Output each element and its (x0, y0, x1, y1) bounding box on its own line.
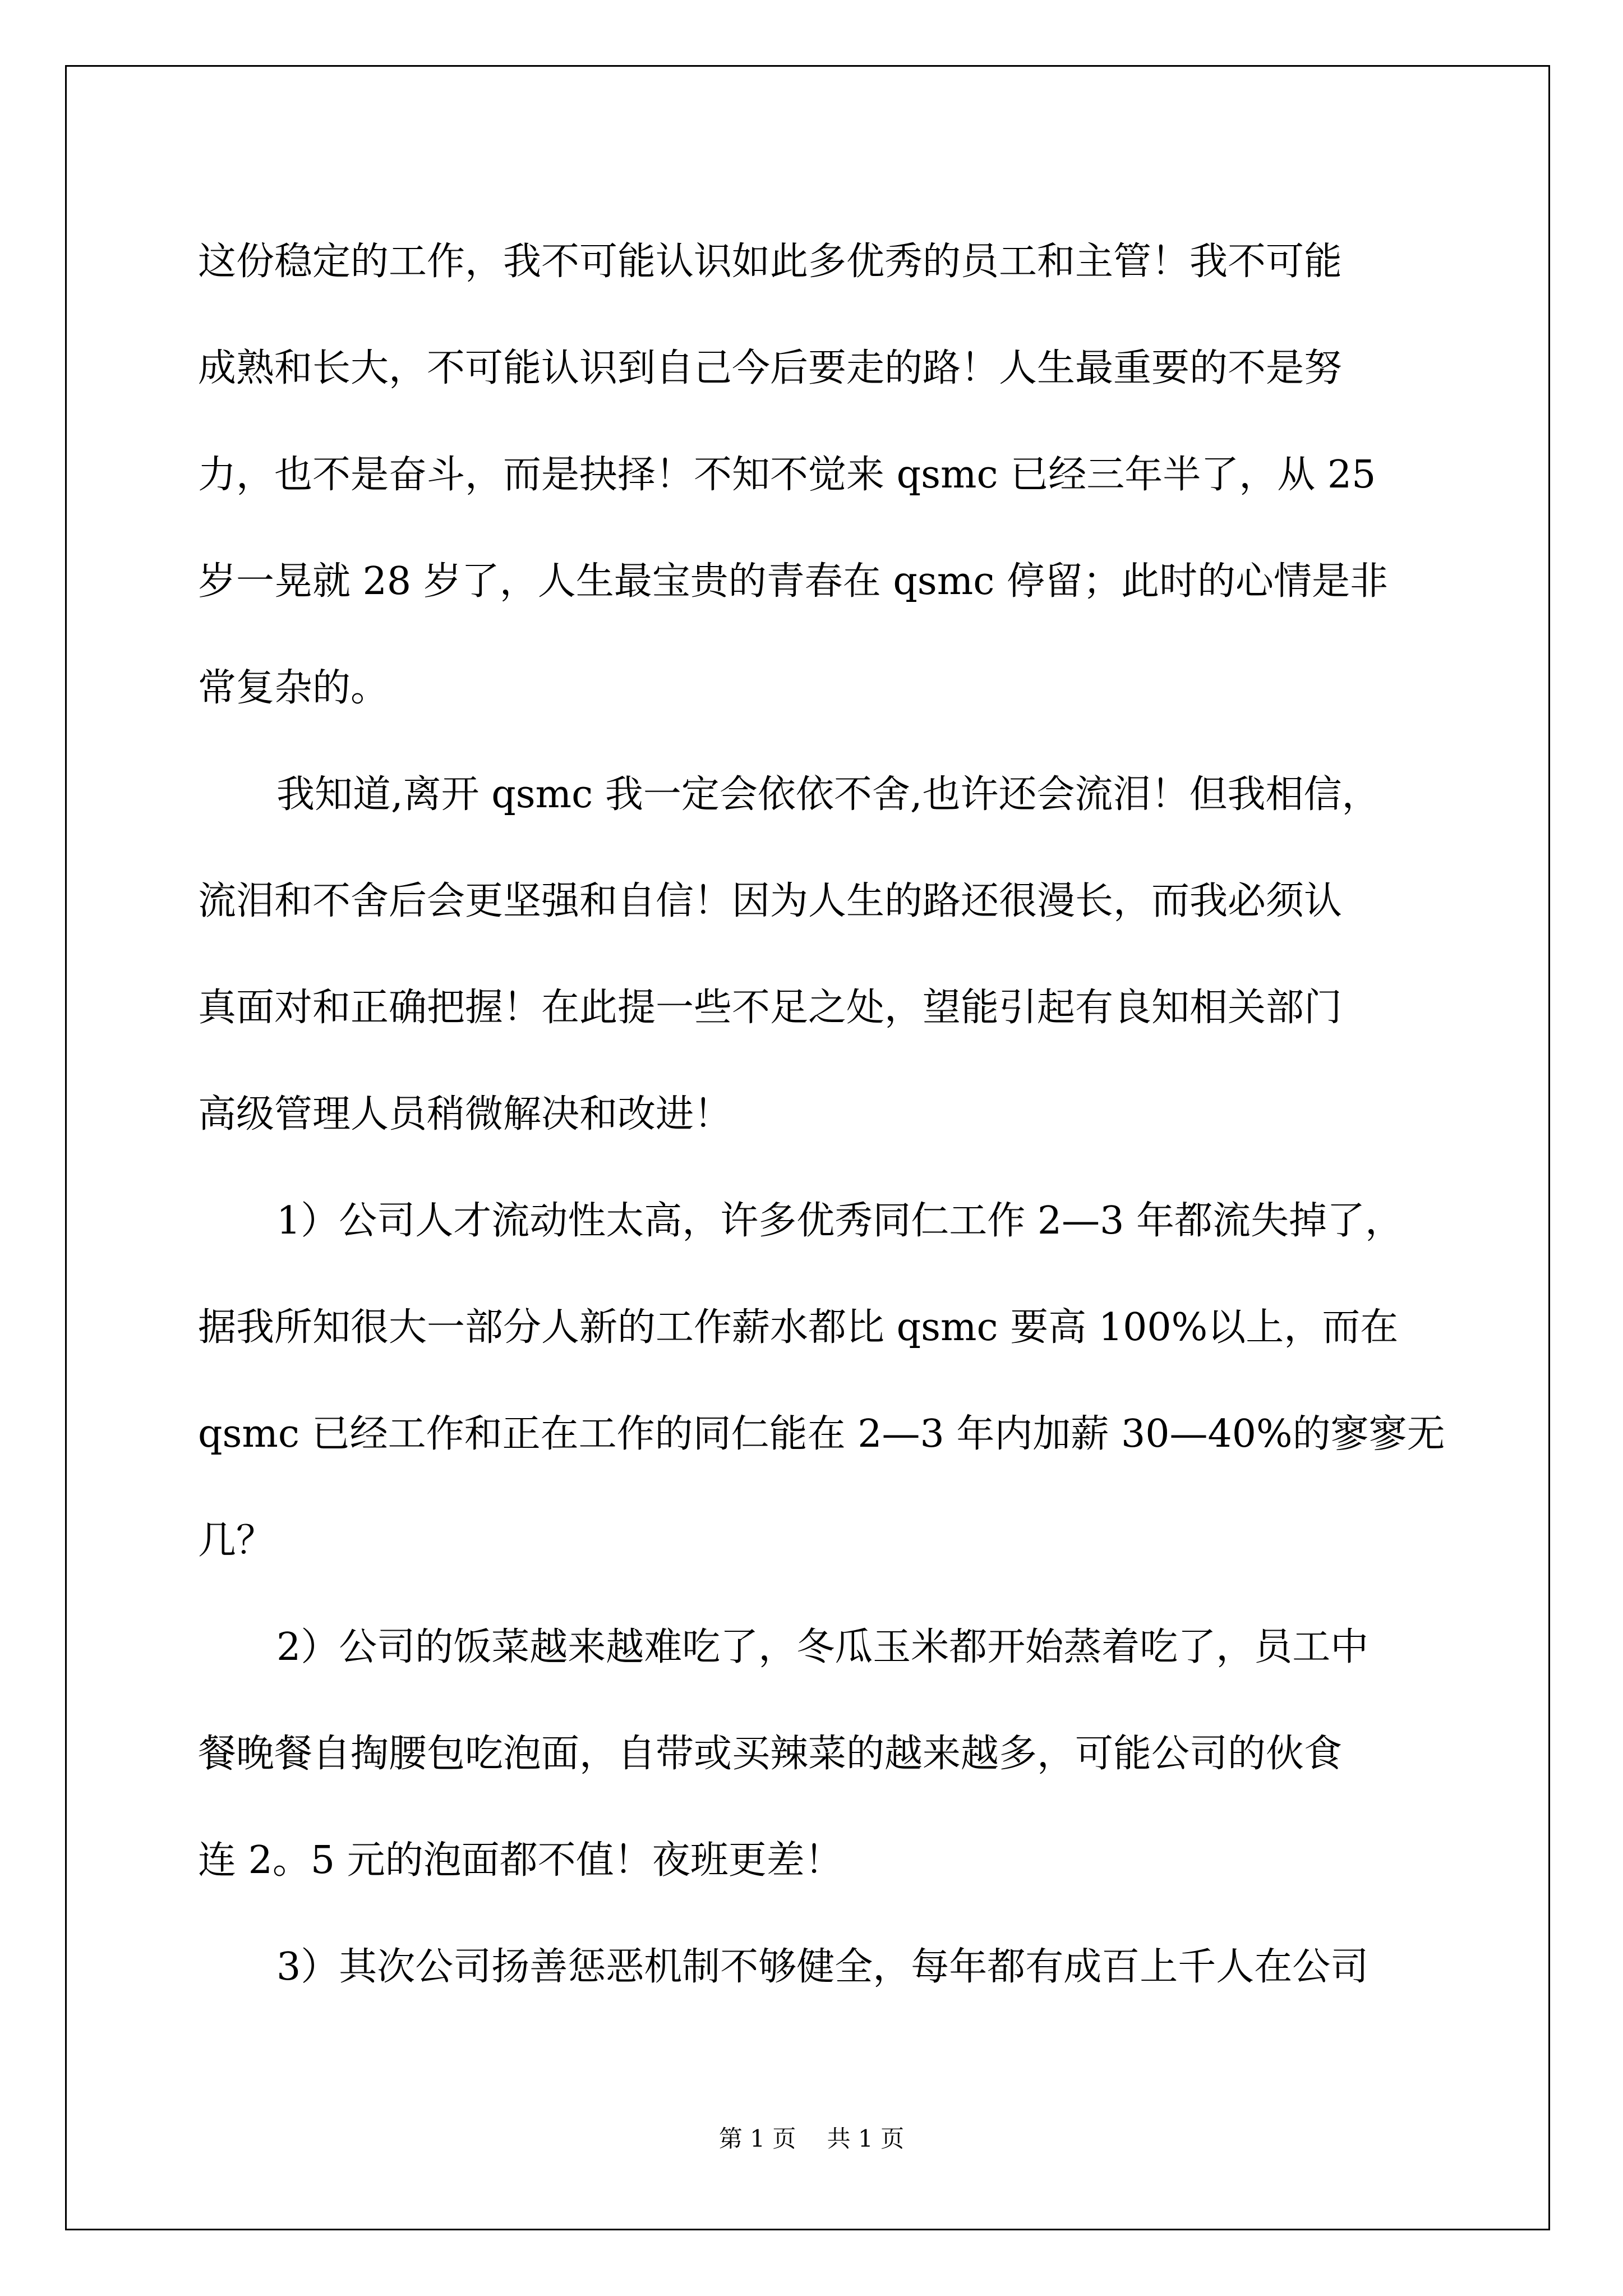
text-line: 3）其次公司扬善惩恶机制不够健全，每年都有成百上千人在公司 (276, 1945, 1369, 1989)
text-line: 岁一晃就 28 岁了，人生最宝贵的青春在 qsmc 停留；此时的心情是非 (198, 559, 1388, 604)
text-line: 高级管理人员稍微解决和改进！ (198, 1092, 732, 1137)
paragraph-1 (198, 209, 1454, 742)
text-line: 这份稳定的工作，我不可能认识如此多优秀的员工和主管！我不可能 (198, 240, 1343, 284)
paragraph-5 (198, 1914, 1454, 2021)
paragraph-2 (198, 742, 1454, 1168)
text-line: 力，也不是奋斗，而是抉择！不知不觉来 qsmc 已经三年半了，从 25 (198, 453, 1376, 497)
text-line: qsmc 已经工作和正在工作的同仁能在 2—3 年内加薪 30—40%的寥寥无 (198, 1412, 1445, 1456)
text-line: 1）公司人才流动性太高，许多优秀同仁工作 2—3 年都流失掉了， (276, 1199, 1404, 1243)
paragraph-4 (198, 1594, 1454, 1914)
text-line: 流泪和不舍后会更坚强和自信！因为人生的路还很漫长，而我必须认 (198, 879, 1343, 923)
paragraph-3 (198, 1168, 1454, 1594)
text-line: 我知道,离开 qsmc 我一定会依依不舍,也许还会流泪！但我相信， (276, 772, 1380, 817)
text-line: 2）公司的饭菜越来越难吃了，冬瓜玉米都开始蒸着吃了，员工中 (276, 1625, 1369, 1669)
text-line: 据我所知很大一部分人新的工作薪水都比 qsmc 要高 100%以上，而在 (198, 1305, 1399, 1350)
text-line: 真面对和正确把握！在此提一些不足之处，望能引起有良知相关部门 (198, 986, 1343, 1030)
text-line: 几？ (198, 1519, 275, 1563)
text-line: 成熟和长大，不可能认识到自己今后要走的路！人生最重要的不是努 (198, 346, 1343, 390)
document-body (198, 209, 1454, 2021)
page-number: 第 1 页 共 1 页 (718, 2125, 905, 2152)
text-line: 餐晚餐自掏腰包吃泡面，自带或买辣菜的越来越多，可能公司的伙食 (198, 1732, 1343, 1776)
page-footer (0, 2120, 1623, 2154)
text-line: 常复杂的。 (198, 666, 389, 710)
text-line: 连 2。5 元的泡面都不值！夜班更差！ (198, 1838, 843, 1883)
